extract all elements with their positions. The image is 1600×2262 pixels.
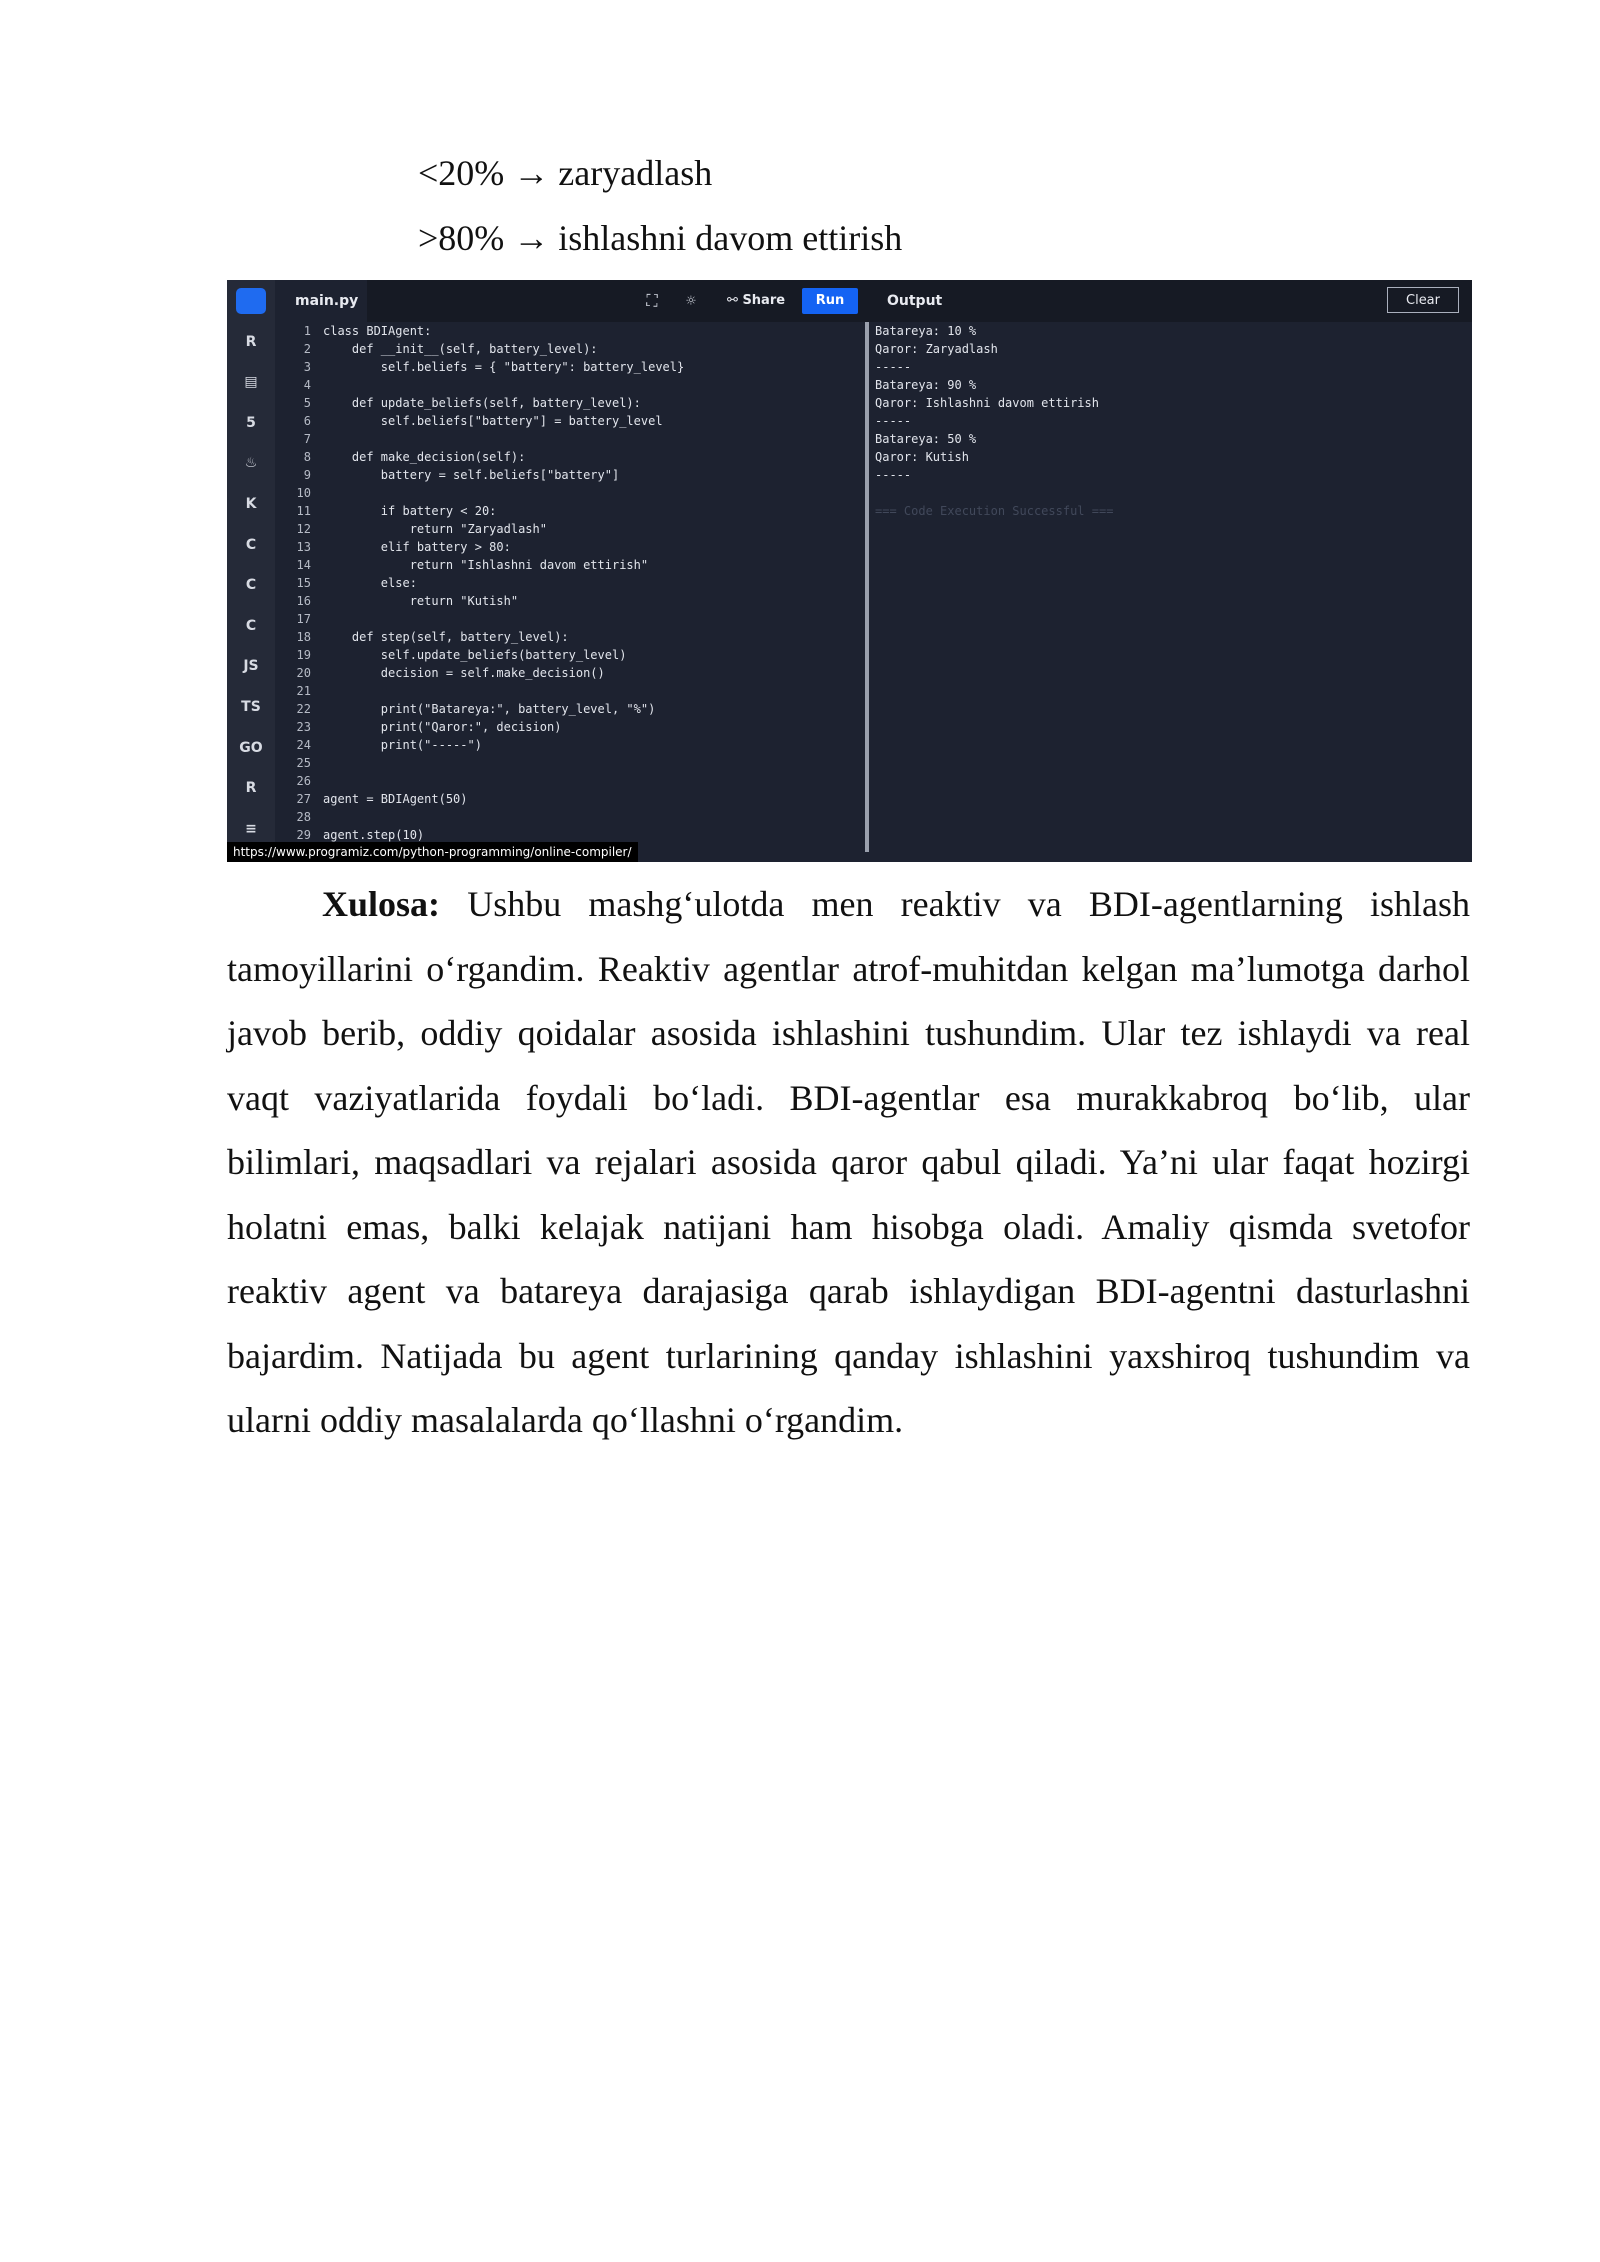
line-number: 14 — [296, 558, 311, 572]
more-icon[interactable]: ≡ — [245, 820, 257, 837]
line-number: 25 — [296, 756, 311, 770]
line-number: 23 — [296, 720, 311, 734]
line-number: 26 — [296, 774, 311, 788]
line-number: 13 — [296, 540, 311, 554]
line-number: 20 — [296, 666, 311, 680]
code-line[interactable] — [275, 808, 323, 826]
code-text: return "Kutish" — [323, 594, 519, 608]
output-line: ----- — [875, 468, 912, 482]
python-icon[interactable] — [236, 288, 266, 314]
code-text: print("Qaror:", decision) — [323, 720, 562, 734]
code-line[interactable] — [275, 718, 561, 736]
line-number: 21 — [296, 684, 311, 698]
code-line[interactable] — [275, 628, 569, 646]
line-number: 18 — [296, 630, 311, 644]
rust-icon[interactable]: R — [245, 780, 257, 797]
line-number: 17 — [296, 612, 311, 626]
code-line[interactable] — [275, 376, 323, 394]
typescript-icon[interactable]: TS — [241, 699, 261, 715]
line-number: 2 — [303, 342, 311, 356]
code-text: decision = self.make_decision() — [323, 666, 605, 680]
conclusion-label: Xulosa: — [322, 884, 441, 924]
code-line[interactable] — [275, 412, 663, 430]
output-line: Batareya: 50 % — [875, 432, 977, 446]
output-line: Qaror: Zaryadlash — [875, 342, 998, 356]
code-line[interactable] — [275, 430, 323, 448]
line-number: 4 — [303, 378, 311, 392]
code-line[interactable] — [275, 772, 323, 790]
code-line[interactable] — [275, 448, 525, 466]
fullscreen-icon[interactable]: ⛶ — [646, 291, 658, 310]
code-text: def update_beliefs(self, battery_level): — [323, 396, 641, 410]
output-line: Qaror: Kutish — [875, 450, 969, 464]
line-number: 24 — [296, 738, 311, 752]
line-number: 27 — [296, 792, 311, 806]
line-number: 11 — [296, 504, 311, 518]
line-number: 1 — [303, 324, 311, 338]
code-line[interactable] — [275, 322, 431, 340]
code-text: self.update_beliefs(battery_level) — [323, 648, 627, 662]
code-line[interactable] — [275, 340, 598, 358]
c-icon[interactable]: C — [245, 536, 257, 553]
code-text: if battery < 20: — [323, 504, 497, 518]
code-line[interactable] — [275, 556, 648, 574]
code-text: elif battery > 80: — [323, 540, 511, 554]
code-line[interactable] — [275, 754, 323, 772]
status-url: https://www.programiz.com/python-programming/online-compiler/ — [227, 842, 638, 862]
code-text: else: — [323, 576, 417, 590]
line-number: 22 — [296, 702, 311, 716]
code-text: return "Zaryadlash" — [323, 522, 547, 536]
run-button[interactable]: Run — [802, 288, 858, 314]
rule-low-battery: <20% → zaryadlash — [418, 153, 713, 193]
code-text: agent.step(10) — [323, 828, 425, 842]
output-line: Qaror: Ishlashni davom ettirish — [875, 396, 1099, 410]
code-text: self.beliefs["battery"] = battery_level — [323, 414, 663, 428]
share-button[interactable] — [727, 280, 785, 322]
code-line[interactable] — [275, 502, 496, 520]
code-text: self.beliefs = { "battery": battery_level} — [323, 360, 685, 374]
line-number: 16 — [296, 594, 311, 608]
theme-toggle-icon[interactable]: ☼ — [686, 291, 696, 310]
clear-button[interactable]: Clear — [1387, 287, 1459, 313]
code-text: battery = self.beliefs["battery"] — [323, 468, 620, 482]
output-line: ----- — [875, 360, 912, 374]
rule-high-battery: >80% → ishlashni davom ettirish — [418, 218, 903, 258]
code-line[interactable] — [275, 664, 605, 682]
line-number: 19 — [296, 648, 311, 662]
line-number: 7 — [303, 432, 311, 446]
csharp-icon[interactable]: C — [245, 617, 257, 634]
pane-divider[interactable] — [865, 322, 869, 852]
javascript-icon[interactable]: JS — [243, 658, 259, 675]
code-text: print("Batareya:", battery_level, "%") — [323, 702, 656, 716]
code-line[interactable] — [275, 790, 468, 808]
output-line: === Code Execution Successful === — [875, 504, 1114, 518]
kotlin-icon[interactable]: K — [245, 496, 257, 512]
line-number: 28 — [296, 810, 311, 824]
file-tab[interactable]: main.py — [275, 280, 367, 322]
share-label: Share — [742, 293, 786, 308]
code-text: def make_decision(self): — [323, 450, 526, 464]
java-icon[interactable]: ♨ — [244, 455, 258, 472]
line-number: 8 — [303, 450, 311, 464]
code-line[interactable] — [275, 574, 417, 592]
code-line[interactable] — [275, 358, 684, 376]
line-number: 9 — [303, 468, 311, 482]
line-number: 3 — [303, 360, 311, 374]
output-panel — [875, 322, 1465, 862]
output-line: Batareya: 90 % — [875, 378, 977, 392]
code-editor[interactable] — [275, 322, 867, 862]
output-line: Batareya: 10 % — [875, 324, 977, 338]
code-text: agent = BDIAgent(50) — [323, 792, 468, 806]
code-line[interactable] — [275, 592, 518, 610]
code-line[interactable] — [275, 466, 619, 484]
line-number: 5 — [303, 396, 311, 410]
sql-icon[interactable]: ▤ — [244, 374, 258, 391]
code-text: def __init__(self, battery_level): — [323, 342, 598, 356]
code-line[interactable] — [275, 682, 323, 700]
line-number: 10 — [296, 486, 311, 500]
code-text: print("-----") — [323, 738, 482, 752]
cpp-icon[interactable]: C — [245, 577, 257, 594]
code-line[interactable] — [275, 484, 323, 502]
html-icon[interactable]: 5 — [246, 414, 256, 431]
line-number: 12 — [296, 522, 311, 536]
code-text: return "Ishlashni davom ettirish" — [323, 558, 649, 572]
code-line[interactable] — [275, 736, 482, 754]
code-line[interactable] — [275, 394, 641, 412]
code-line[interactable] — [275, 700, 655, 718]
code-line[interactable] — [275, 646, 626, 664]
compiler-screenshot — [227, 280, 1472, 862]
conclusion-text: Ushbu mashg‘ulotda men reaktiv va BDI-agentlarning ishlash tamoyillarini o‘rgandim. Reaktiv agentlar atrof-muhitdan kelgan ma’lumotga darhol javob berib, oddiy qoidalar asosida ishlashini tushundim. Ular tez ishlaydi va real vaqt vaziyatlarida foydali bo‘ladi. BDI-agentlar esa murakkabroq bo‘lib, ular bilimlari, maqsadlari va rejalari asosida qaror qabul qiladi. Ya’ni ular faqat hozirgi holatni emas, balki kelajak natijani ham hisobga oladi. Amaliy qismda svetofor reaktiv agent va batareya darajasiga qarab ishlaydigan BDI-agentni dasturlashni bajardim. Natijada bu agent turlarining qanday ishlashini yaxshiroq tushundim va ularni oddiy masalalarda qo‘llashni o‘rgandim. — [227, 884, 1471, 1440]
line-number: 29 — [296, 828, 311, 842]
go-icon[interactable]: GO — [239, 739, 263, 756]
conclusion-paragraph — [227, 872, 1470, 1453]
code-line[interactable] — [275, 610, 323, 628]
code-line[interactable] — [275, 538, 511, 556]
line-number: 6 — [303, 414, 311, 428]
r-icon[interactable]: R — [245, 333, 257, 350]
code-text: def step(self, battery_level): — [323, 630, 569, 644]
output-title: Output — [887, 293, 943, 309]
code-line[interactable] — [275, 520, 547, 538]
output-line: ----- — [875, 414, 912, 428]
code-text: class BDIAgent: — [323, 324, 432, 338]
language-sidebar — [227, 280, 275, 862]
share-icon: ⚯ — [727, 293, 738, 308]
line-number: 15 — [296, 576, 311, 590]
compiler-toolbar — [275, 280, 1472, 322]
